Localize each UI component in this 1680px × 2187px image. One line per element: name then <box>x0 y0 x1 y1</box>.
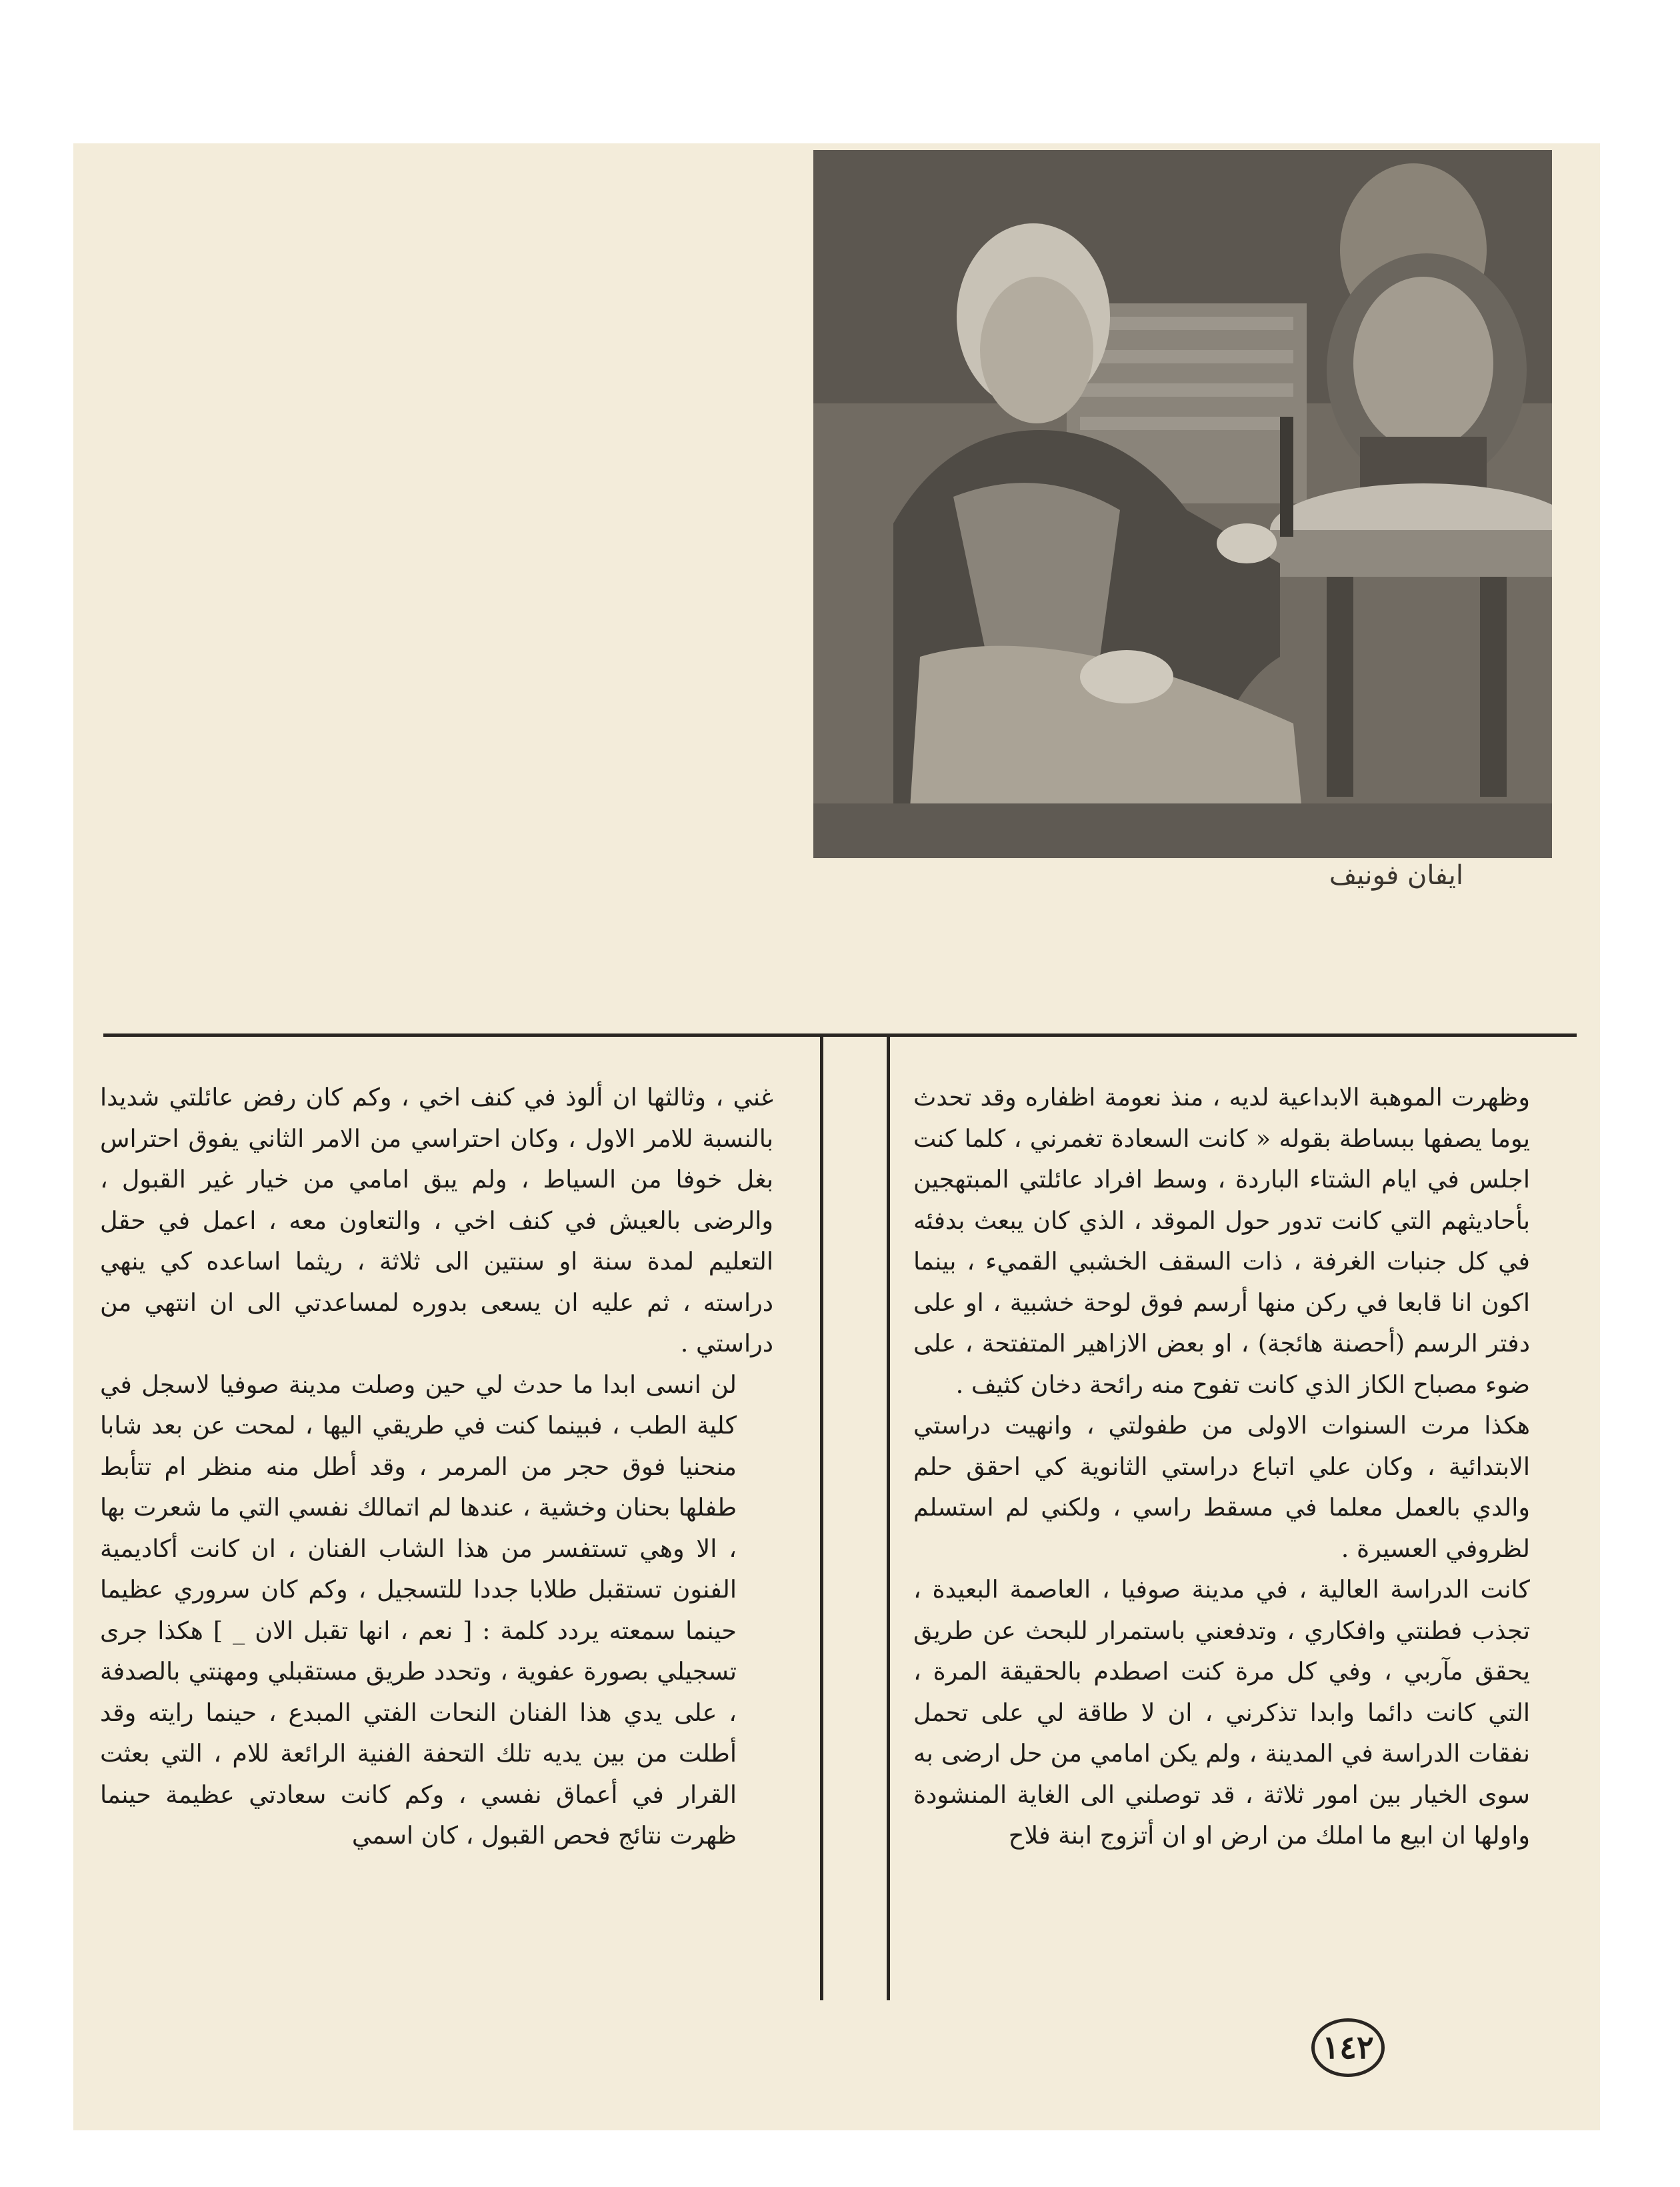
right-column-divider <box>887 1033 890 2000</box>
paragraph: هكذا مرت السنوات الاولى من طفولتي ، وانهيت دراستي الابتدائية ، وكان علي اتباع دراستي الثانوية كي احقق حلم والدي بالعمل معلما في مسقط راسي ، ولكني لم استسلم لظروفي العسيرة . <box>913 1411 1530 1563</box>
paragraph: غني ، وثالثها ان ألوذ في كنف اخي ، وكم كان رفض عائلتي شديدا بالنسبة للامر الاول ، وكان احتراسي من الامر الثاني يفوق احتراس بغل خوفا من السياط ، ولم يبق امامي من خيار غير القبول ، والرضى بالعيش في كنف اخي ، والتعاون معه ، اعمل في حقل التعليم لمدة سنة او سنتين الى ثلاثة ، ريثما اساعده كي ينهي دراسته ، ثم عليه ان يسعى بدوره لمساعدتي الى ان انتهي من دراستي . <box>100 1083 773 1358</box>
paragraph: كانت الدراسة العالية ، في مدينة صوفيا ، العاصمة البعيدة ، تجذب فطنتي وافكاري ، وتدفعني باستمرار للبحث عن طريق يحقق مآربي ، وفي كل مرة كنت اصطدم بالحقيقة المرة ، التي كانت دائما وابدا تذكرني ، ان لا طاقة لي على تحمل نفقات الدراسة في المدينة ، ولم يكن امامي من حل ارضى به سوى الخيار بين امور ثلاثة ، قد توصلني الى الغاية المنشودة واولها ان ابيع ما املك من ارض او ان أتزوج ابنة فلاح <box>913 1575 1530 1850</box>
left-top-rule <box>103 1033 883 1037</box>
article-right-column <box>913 1077 1567 1856</box>
page-number: ١٤٢ <box>1311 2018 1385 2077</box>
sculptor-photograph <box>813 150 1552 858</box>
article-left-column <box>100 1077 773 1856</box>
right-top-rule <box>827 1033 1577 1037</box>
photo-caption: ايفان فونيف <box>1329 860 1463 891</box>
left-column-divider <box>820 1033 823 2000</box>
photo-image <box>813 150 1552 858</box>
paragraph: وظهرت الموهبة الابداعية لديه ، منذ نعومة اظفاره وقد تحدث يوما يصفها ببساطة بقوله « كانت السعادة تغمرني ، كلما كنت اجلس في ايام الشتاء الباردة ، وسط افراد عائلتي المبتهجين بأحاديثهم التي كانت تدور حول الموقد ، الذي كان يبعث بدفئه في كل جنبات الغرفة ، ذات السقف الخشبي القميء ، بينما اكون انا قابعا في ركن منها أرسم فوق لوحة خشبية ، او على دفتر الرسم (أحصنة هائجة) ، او بعض الازاهير المتفتحة ، على ضوء مصباح الكاز الذي كانت تفوح منه رائحة دخان كثيف . <box>913 1083 1530 1399</box>
magazine-page <box>73 143 1600 2130</box>
paragraph: لن انسى ابدا ما حدث لي حين وصلت مدينة صوفيا لاسجل في كلية الطب ، فبينما كنت في طريقي اليها ، لمحت عن بعد شابا منحنيا فوق حجر من المرمر ، وقد أطل منه منظر ام تتأبط طفلها بحنان وخشية ، عندها لم اتمالك نفسي التي ما شعرت بها ، الا وهي تستفسر من هذا الشاب الفنان ، ان كانت أكاديمية الفنون تستقبل طلابا جددا للتسجيل ، وكم كان سروري عظيما حينما سمعته يردد كلمة : [ نعم ، انها تقبل الان _ ] هكذا جرى تسجيلي بصورة عفوية ، وتحدد طريق مستقبلي ومهنتي بالصدفة ، على يدي هذا الفنان النحات الفتي المبدع ، حينما رايته وقد أطلت من بين يديه تلك التحفة الفنية الرائعة للام ، التي بعثت القرار في أعماق نفسي ، وكم كانت سعادتي عظيمة حينما ظهرت نتائج فحص القبول ، كان اسمي <box>100 1370 737 1850</box>
